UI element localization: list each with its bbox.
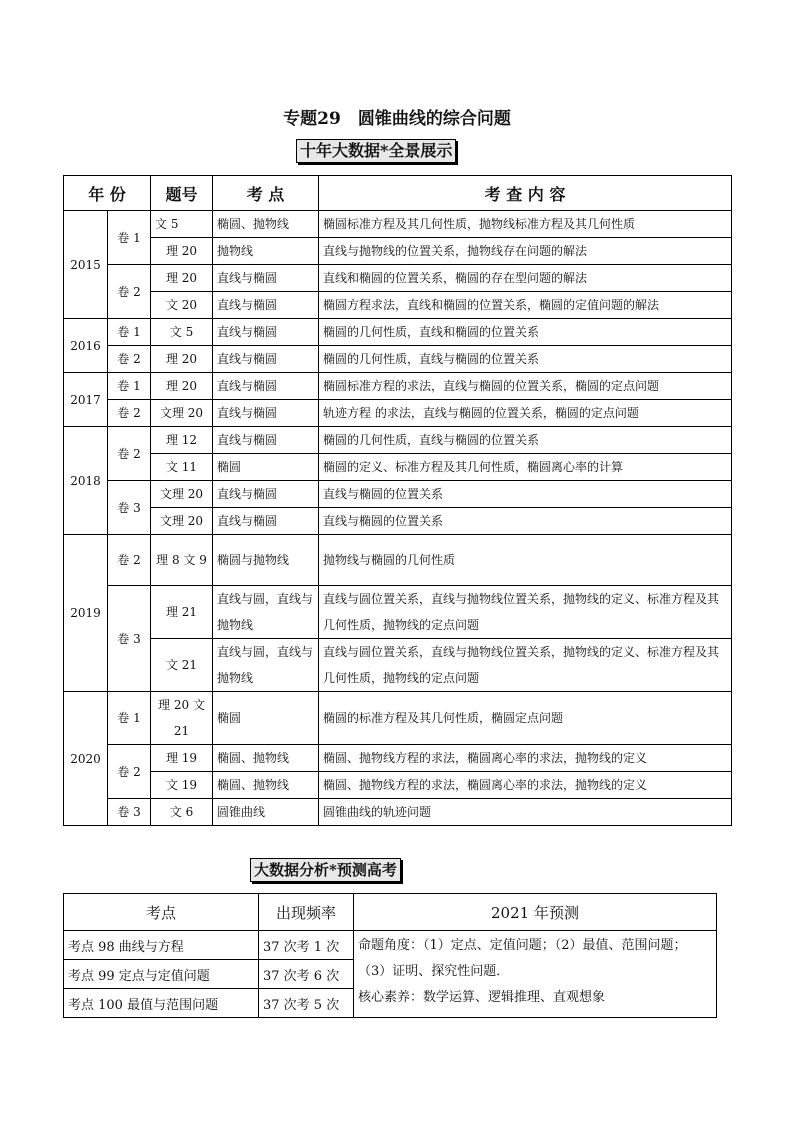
- table-row: [64, 400, 732, 427]
- question-number-cell: 文理 20: [151, 400, 213, 427]
- exam-content-cell: 椭圆标准方程及其几何性质，抛物线标准方程及其几何性质: [319, 211, 732, 238]
- exam-content-cell: 直线与椭圆的位置关系: [319, 481, 732, 508]
- header-question-number: 题号: [151, 176, 213, 211]
- paper-cell: 卷 2: [108, 745, 151, 799]
- year-cell: 2019: [64, 535, 108, 692]
- table-row: [64, 211, 732, 238]
- paper-cell: 卷 2: [108, 265, 151, 319]
- table-row: [64, 508, 732, 535]
- exam-point-cell: 直线与椭圆: [213, 373, 319, 400]
- header-exam-point: 考 点: [213, 176, 319, 211]
- table-row: [64, 319, 732, 346]
- year-cell: 2018: [64, 427, 108, 535]
- exam-content-cell: 椭圆标准方程的求法，直线与椭圆的位置关系，椭圆的定点问题: [319, 373, 732, 400]
- paper-cell: 卷 2: [108, 535, 151, 586]
- table-row: [64, 931, 717, 960]
- table-row: [64, 692, 732, 745]
- exam-point-cell: 直线与圆，直线与抛物线: [213, 639, 319, 692]
- question-number-cell: 文 11: [151, 454, 213, 481]
- paper-cell: 卷 2: [108, 400, 151, 427]
- question-number-cell: 理 20: [151, 373, 213, 400]
- paper-cell: 卷 2: [108, 346, 151, 373]
- section-heading-data-overview: 十年大数据*全景展示: [296, 139, 456, 163]
- table-row: [64, 745, 732, 772]
- exam-point-cell: 椭圆、抛物线: [213, 772, 319, 799]
- exam-point-cell: 椭圆: [213, 692, 319, 745]
- table-row: [64, 346, 732, 373]
- exam-point-cell: 考点 99 定点与定值问题: [64, 960, 259, 989]
- question-number-cell: 理 20: [151, 265, 213, 292]
- exam-content-cell: 椭圆的几何性质，直线与椭圆的位置关系: [319, 346, 732, 373]
- paper-cell: 卷 2: [108, 427, 151, 481]
- table-row: [64, 535, 732, 586]
- header-prediction: 2021 年预测: [354, 894, 717, 931]
- table-row: [64, 454, 732, 481]
- exam-content-cell: 椭圆、抛物线方程的求法，椭圆离心率的求法，抛物线的定义: [319, 772, 732, 799]
- exam-point-cell: 直线与椭圆: [213, 481, 319, 508]
- exam-content-cell: 圆锥曲线的轨迹问题: [319, 799, 732, 826]
- exam-point-cell: 抛物线: [213, 238, 319, 265]
- exam-content-cell: 直线与圆位置关系，直线与抛物线位置关系，抛物线的定义、标准方程及其几何性质，抛物线的定点问题: [319, 586, 732, 639]
- year-cell: 2015: [64, 211, 108, 319]
- year-cell: 2020: [64, 692, 108, 826]
- header-exam-point: 考点: [64, 894, 259, 931]
- table-row: [64, 265, 732, 292]
- question-number-cell: 文 20: [151, 292, 213, 319]
- page-title: 专题29 圆锥曲线的综合问题: [283, 109, 511, 129]
- prediction-table: [63, 893, 717, 1018]
- question-number-cell: 理 20 文 21: [151, 692, 213, 745]
- question-number-cell: 理 20: [151, 238, 213, 265]
- exam-point-cell: 椭圆与抛物线: [213, 535, 319, 586]
- exam-content-cell: 椭圆方程求法，直线和椭圆的位置关系，椭圆的定值问题的解法: [319, 292, 732, 319]
- exam-content-cell: 椭圆的定义、标准方程及其几何性质，椭圆离心率的计算: [319, 454, 732, 481]
- question-number-cell: 理 21: [151, 586, 213, 639]
- header-exam-content: 考 查 内 容: [319, 176, 732, 211]
- exam-point-cell: 椭圆: [213, 454, 319, 481]
- table-header-row: [64, 894, 717, 931]
- paper-cell: 卷 1: [108, 692, 151, 745]
- exam-content-cell: 抛物线与椭圆的几何性质: [319, 535, 732, 586]
- paper-cell: 卷 1: [108, 211, 151, 265]
- exam-point-cell: 椭圆、抛物线: [213, 211, 319, 238]
- frequency-cell: 37 次考 1 次: [259, 931, 354, 960]
- exam-content-cell: 直线与抛物线的位置关系，抛物线存在问题的解法: [319, 238, 732, 265]
- section-heading-prediction: 大数据分析*预测高考: [250, 858, 401, 882]
- table-row: [64, 373, 732, 400]
- frequency-cell: 37 次考 5 次: [259, 989, 354, 1018]
- question-number-cell: 文 21: [151, 639, 213, 692]
- exam-point-cell: 考点 98 曲线与方程: [64, 931, 259, 960]
- question-number-cell: 文理 20: [151, 481, 213, 508]
- header-frequency: 出现频率: [259, 894, 354, 931]
- exam-point-cell: 椭圆、抛物线: [213, 745, 319, 772]
- header-year: 年 份: [64, 176, 151, 211]
- exam-content-cell: 直线与圆位置关系，直线与抛物线位置关系，抛物线的定义、标准方程及其几何性质，抛物线的定点问题: [319, 639, 732, 692]
- table-row: [64, 799, 732, 826]
- exam-point-cell: 圆锥曲线: [213, 799, 319, 826]
- paper-cell: 卷 1: [108, 319, 151, 346]
- table-row: [64, 292, 732, 319]
- prediction-line: 核心素养：数学运算、逻辑推理、直观想象: [358, 990, 606, 1005]
- question-number-cell: 理 20: [151, 346, 213, 373]
- exam-point-cell: 直线与椭圆: [213, 292, 319, 319]
- exam-content-cell: 椭圆、抛物线方程的求法，椭圆离心率的求法，抛物线的定义: [319, 745, 732, 772]
- table-row: [64, 238, 732, 265]
- exam-content-cell: 椭圆的几何性质，直线和椭圆的位置关系: [319, 319, 732, 346]
- exam-point-cell: 直线与圆，直线与抛物线: [213, 586, 319, 639]
- table-row: [64, 586, 732, 639]
- exam-content-cell: 直线与椭圆的位置关系: [319, 508, 732, 535]
- exam-content-cell: 椭圆的标准方程及其几何性质，椭圆定点问题: [319, 692, 732, 745]
- question-number-cell: 理 8 文 9: [151, 535, 213, 586]
- paper-cell: 卷 3: [108, 586, 151, 692]
- table-row: [64, 427, 732, 454]
- year-cell: 2017: [64, 373, 108, 427]
- year-cell: 2016: [64, 319, 108, 373]
- frequency-cell: 37 次考 6 次: [259, 960, 354, 989]
- exam-point-cell: 考点 100 最值与范围问题: [64, 989, 259, 1018]
- question-number-cell: 文理 20: [151, 508, 213, 535]
- question-number-cell: 文 6: [151, 799, 213, 826]
- exam-point-cell: 直线与椭圆: [213, 319, 319, 346]
- exam-content-cell: 直线和椭圆的位置关系，椭圆的存在型问题的解法: [319, 265, 732, 292]
- paper-cell: 卷 3: [108, 481, 151, 535]
- prediction-line: 命题角度：（1）定点、定值问题；（2）最值、范围问题；: [358, 938, 687, 953]
- exam-point-cell: 直线与椭圆: [213, 508, 319, 535]
- table-header-row: [64, 176, 732, 211]
- prediction-cell: [354, 931, 717, 1018]
- question-number-cell: 理 19: [151, 745, 213, 772]
- table-row: [64, 639, 732, 692]
- exam-point-cell: 直线与椭圆: [213, 346, 319, 373]
- exam-history-table: [63, 175, 732, 826]
- exam-point-cell: 直线与椭圆: [213, 427, 319, 454]
- exam-point-cell: 直线与椭圆: [213, 265, 319, 292]
- question-number-cell: 理 12: [151, 427, 213, 454]
- paper-cell: 卷 3: [108, 799, 151, 826]
- exam-point-cell: 直线与椭圆: [213, 400, 319, 427]
- paper-cell: 卷 1: [108, 373, 151, 400]
- question-number-cell: 文 5: [151, 211, 213, 238]
- question-number-cell: 文 5: [151, 319, 213, 346]
- question-number-cell: 文 19: [151, 772, 213, 799]
- table-row: [64, 481, 732, 508]
- table-row: [64, 772, 732, 799]
- exam-content-cell: 轨迹方程 的求法，直线与椭圆的位置关系，椭圆的定点问题: [319, 400, 732, 427]
- exam-content-cell: 椭圆的几何性质，直线与椭圆的位置关系: [319, 427, 732, 454]
- prediction-line: （3）证明、探究性问题．: [358, 964, 510, 979]
